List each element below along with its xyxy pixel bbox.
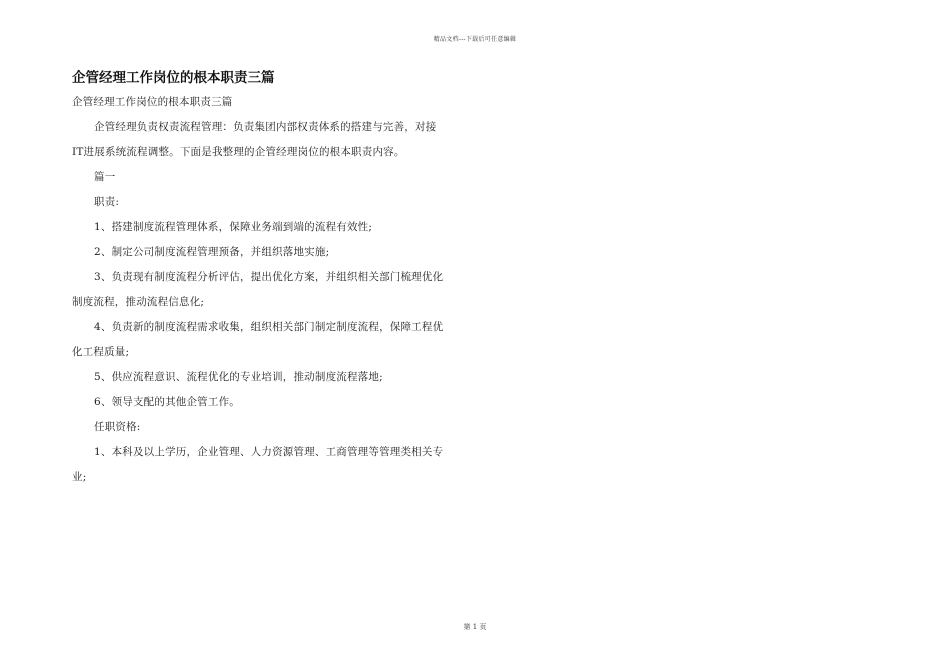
intro-line-1: 企管经理负责权责流程管理：负责集团内部权责体系的搭建与完善，对接 [94, 121, 437, 133]
intro-line-2: IT进展系统流程调整。下面是我整理的企管经理岗位的根本职责内容。 [72, 146, 405, 158]
qualifications-heading: 任职资格: [94, 421, 141, 433]
duty-item-2: 2、制定公司制度流程管理预备，并组织落地实施; [94, 246, 330, 258]
duty-item-4-line-2: 化工程质量; [72, 346, 130, 358]
qualification-item-1-line-1: 1、本科及以上学历，企业管理、人力资源管理、工商管理等管理类相关专 [94, 446, 444, 458]
part-label: 篇一 [94, 171, 116, 183]
qualification-item-1-line-2: 业; [72, 471, 87, 483]
duty-item-4-line-1: 4、负责新的制度流程需求收集，组织相关部门制定制度流程，保障工程优 [94, 321, 444, 333]
duty-item-5: 5、供应流程意识、流程优化的专业培训，推动制度流程落地; [94, 371, 383, 383]
duty-item-6: 6、领导支配的其他企管工作。 [94, 396, 240, 408]
document-title: 企管经理工作岗位的根本职责三篇 [72, 70, 275, 86]
page-number: 第 1 页 [463, 623, 487, 631]
duty-item-3-line-1: 3、负责现有制度流程分析评估，提出优化方案，并组织相关部门梳理优化 [94, 271, 444, 283]
duty-item-1: 1、搭建制度流程管理体系，保障业务端到端的流程有效性; [94, 221, 373, 233]
header-note: 精品文档---下载后可任意编辑 [433, 36, 517, 43]
duties-heading: 职责: [94, 196, 120, 208]
subtitle-line: 企管经理工作岗位的根本职责三篇 [72, 96, 233, 108]
duty-item-3-line-2: 制度流程，推动流程信息化; [72, 296, 205, 308]
